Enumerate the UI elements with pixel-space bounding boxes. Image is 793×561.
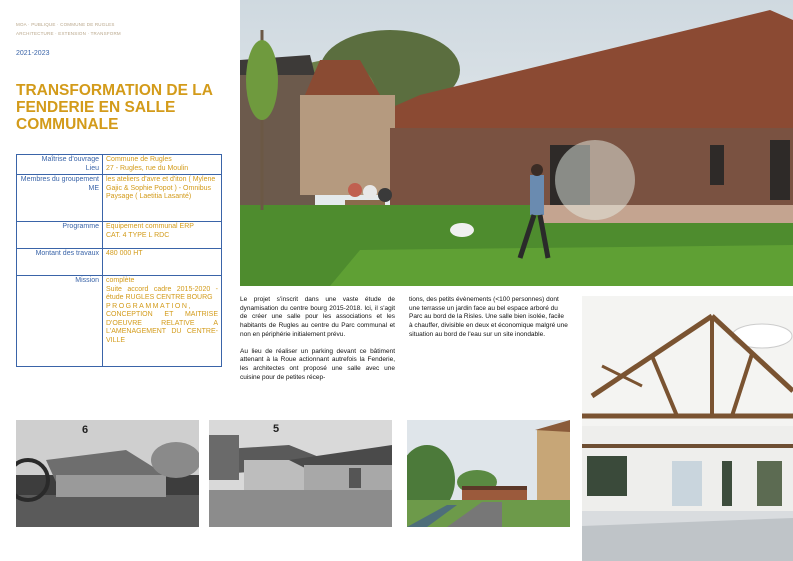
programme-value-2: CAT. 4 TYPE L RDC xyxy=(106,231,170,239)
photo-number-6: 6 xyxy=(82,424,89,436)
mission-value-3: PROGRAMMATION, xyxy=(106,302,192,310)
interior-timber-photo xyxy=(582,296,793,561)
amount-key: Montant des travaux xyxy=(17,249,103,276)
location-value: 27 - Rugles, rue du Moulin xyxy=(106,164,189,172)
project-years: 2021-2023 xyxy=(16,50,50,57)
body-text-column-2: tions, des petits évènements (<100 personnes) dont une terrasse un jardin face au bel espace arboré du Parc au bord de la Risles. Une salle bien isolée, facile à chauffer, divisible en deux et économique malgré une situation au bord de l'eau sur un site inondable. xyxy=(409,296,568,338)
mission-value-4: CONCEPTION ET MAITRISE D'OEUVRE RELATIVE A L'AMENAGEMENT DU CENTRE-VILLE xyxy=(106,311,218,344)
moa-key: Maîtrise d'ouvrage xyxy=(41,156,99,163)
table-row xyxy=(17,249,222,276)
header-line-1: MOA · PUBLIQUE · COMMUNE DE RUGLES xyxy=(16,22,115,27)
table-row xyxy=(17,276,222,367)
page-title: TRANSFORMATION DE LA FENDERIE EN SALLE COMMUNALE xyxy=(16,82,213,133)
programme-value-1: Equipement communal ERP xyxy=(106,223,194,230)
historic-photo-6 xyxy=(16,420,199,527)
mission-value-1: complète xyxy=(106,277,135,284)
programme-key: Programme xyxy=(17,222,103,249)
location-key: Lieu xyxy=(85,164,99,172)
team-value: les ateliers d'avre et d'iton ( Mylene Gajic & Sophie Popot ) - Omnibus Paysage ( Laetitia Lasanté) xyxy=(103,175,222,222)
main-photo-community-hall xyxy=(240,0,793,286)
body-text-column-1 xyxy=(240,296,395,382)
mission-key: Mission xyxy=(17,276,103,367)
table-row xyxy=(17,155,222,175)
header-line-2: ARCHITECTURE · EXTENSION · TRANSFORM xyxy=(16,31,121,36)
body-paragraph-1: Le projet s'inscrit dans une vaste étude de dynamisation du centre bourg 2015-2018. Ici, il s'agit de créer une salle pour les associations et les habitants de Rugles au centre du Parc communal et non en périphérie initialement prévu. xyxy=(240,296,395,338)
project-info-table xyxy=(16,154,222,367)
table-row xyxy=(17,222,222,249)
body-paragraph-2: Au lieu de réaliser un parking devant ce bâtiment attenant à la Roue actionnant autrefois la Fenderie, les architectes ont proposé une salle avec une cuisine pour de petites récep- xyxy=(240,347,395,381)
moa-value: Commune de Rugles xyxy=(106,156,172,163)
team-key: Membres du groupement ME xyxy=(17,175,103,222)
photo-number-5: 5 xyxy=(273,423,280,435)
table-row xyxy=(17,175,222,222)
amount-value: 480 000 HT xyxy=(103,249,222,276)
riverside-photo xyxy=(407,420,570,527)
historic-photo-5 xyxy=(209,420,392,527)
mission-value-2: Suite accord cadre 2015-2020 - étude RUGLES CENTRE BOURG xyxy=(106,285,218,301)
